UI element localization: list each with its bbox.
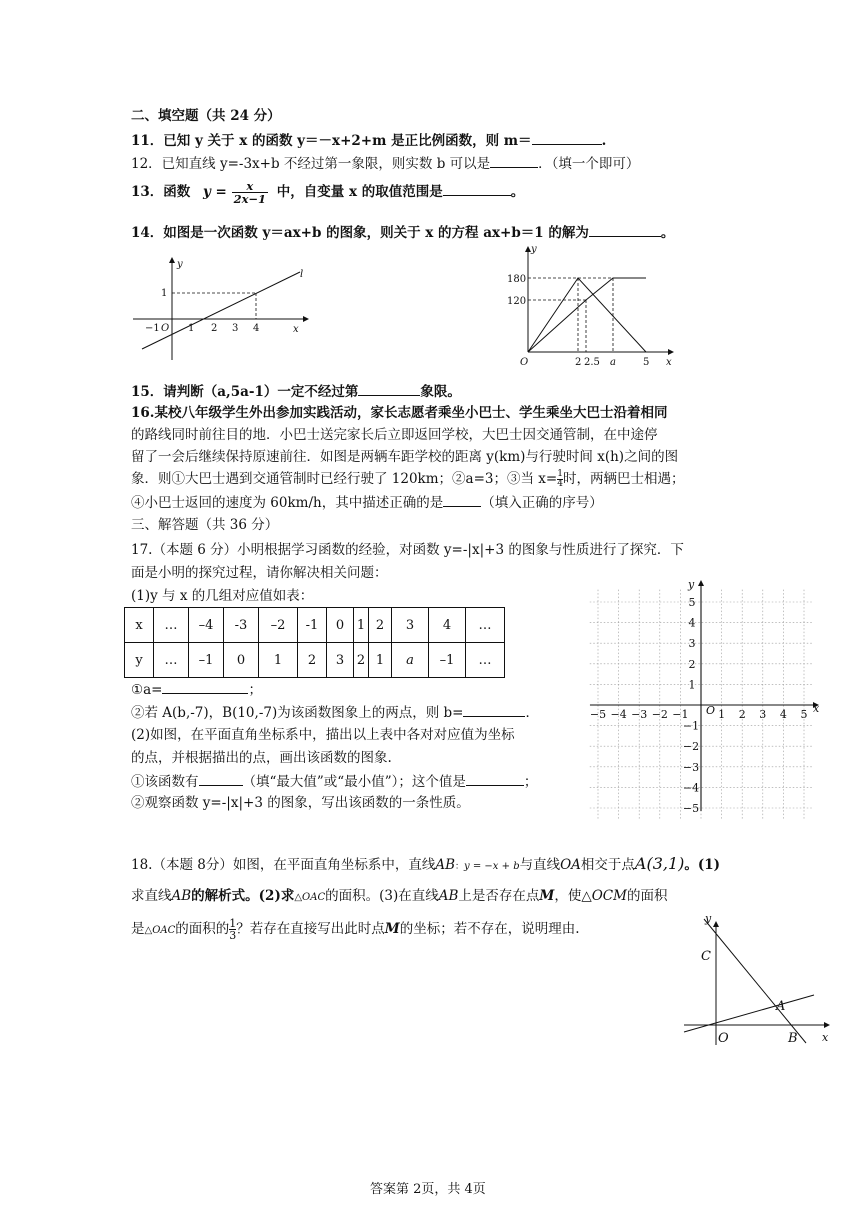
- line-oa: [684, 995, 814, 1032]
- y-tick-1: 1: [161, 288, 168, 299]
- table-cell: 2: [298, 643, 327, 678]
- question-17-part-3: (2)如图，在平面直角坐标系中，描出以上表中各对对应值为坐标: [131, 727, 515, 743]
- question-16-line-5: [131, 492, 603, 513]
- y-tick-label: 2: [688, 657, 696, 671]
- question-16-line-1: 16.某校八年级学生外出参加实践活动，家长志愿者乘坐小巴士、学生乘坐大巴士沿着相同: [131, 405, 668, 421]
- table-cell: 3: [327, 643, 354, 678]
- table-cell: 1: [369, 643, 392, 678]
- q18-text-6: 的解析式。(2)求: [191, 888, 295, 904]
- table-cell: -1: [298, 608, 327, 643]
- table-cell: –2: [259, 608, 298, 643]
- y-axis-arrow: [698, 580, 704, 586]
- table-cell: 4: [429, 608, 466, 643]
- question-13-fraction: [232, 180, 269, 205]
- x-axis-arrow: [303, 316, 309, 322]
- question-13-text: 13．函数: [131, 184, 191, 200]
- line-label: l: [300, 269, 304, 280]
- y-tick-label: −4: [682, 781, 700, 795]
- q18-triangle-oac: △OAC: [294, 892, 326, 903]
- figure-bus-distance-time: [498, 242, 678, 367]
- y-axis-arrow: [713, 921, 719, 927]
- question-15-text: 15．请判断（a,5a-1）一定不经过第: [131, 384, 359, 400]
- q18-colon: ：: [455, 862, 465, 872]
- question-14-text: 14．如图是一次函数 y＝ax+b 的图象，则关于 x 的方程 ax+b＝1 的解为: [131, 225, 589, 241]
- coordinate-grid[interactable]: [585, 578, 830, 814]
- question-15: [131, 381, 461, 402]
- point-a-label: A: [776, 999, 786, 1014]
- y-axis-label: y: [177, 259, 183, 270]
- question-13-text-2: 中，自变量 x 的取值范围是: [276, 184, 443, 200]
- y-tick-label: −3: [682, 760, 700, 774]
- q18-text-3: 相交于点: [580, 857, 635, 873]
- x-tick-label: −3: [631, 708, 648, 721]
- origin-label: O: [520, 357, 529, 368]
- answer-blank-13[interactable]: [443, 181, 511, 196]
- table-cell: –1: [429, 643, 466, 678]
- question-17-part-4: 的点，并根据描出的点，画出该函数的图象.: [131, 750, 392, 766]
- question-17-part-1: [131, 679, 262, 700]
- y-tick-180: 180: [507, 274, 527, 285]
- part-5-end: ；: [523, 774, 538, 790]
- fraction-denominator: 2x−1: [233, 192, 267, 206]
- table-cell: 0: [327, 608, 354, 643]
- q18-symbol-ab-3: AB: [438, 888, 459, 904]
- answer-blank-15[interactable]: [358, 381, 420, 396]
- line-ab: [704, 919, 806, 1043]
- question-15-end: 象限。: [420, 384, 461, 400]
- fraction-numerator: x: [232, 180, 269, 193]
- question-18-line-1: [131, 852, 720, 879]
- x-tick-label: −1: [672, 708, 689, 721]
- fraction-denominator: 4: [557, 479, 563, 489]
- y-tick-label: 3: [688, 637, 696, 651]
- x-tick-label: −2: [651, 708, 668, 721]
- x-axis-label: x: [813, 702, 820, 715]
- x-tick-2-5: 2.5: [584, 357, 600, 368]
- y-axis-label: y: [705, 912, 712, 925]
- x-tick-label: 5: [800, 708, 808, 721]
- y-axis-label: y: [531, 244, 537, 255]
- question-13: [131, 178, 524, 206]
- question-14: [131, 222, 674, 243]
- table-cell: a: [392, 643, 429, 678]
- answer-blank-12[interactable]: [490, 153, 538, 168]
- question-17-line-3: (1)y 与 x 的几组对应值如表：: [131, 588, 314, 604]
- q18-text-14: 的坐标；若不存在，说明理由.: [399, 921, 580, 937]
- q18-text-8: 上是否存在点: [458, 888, 540, 904]
- question-16-line-5-text: ④小巴士返回的速度为 60km/h，其中描述正确的是: [131, 495, 444, 511]
- y-tick-label: 1: [688, 678, 696, 692]
- question-17-part-6: ②观察函数 y=-|x|+3 的图象，写出该函数的一条性质。: [131, 795, 470, 811]
- table-cell: 2: [354, 643, 369, 678]
- question-12-end: ．（填一个即可）: [538, 156, 640, 172]
- x-tick-label: 3: [759, 708, 767, 721]
- y-tick-label: −5: [682, 802, 700, 815]
- table-cell: -3: [224, 608, 259, 643]
- x-tick-2: 2: [211, 323, 218, 334]
- small-bus-line: [528, 278, 646, 352]
- q18-triangle-ocm: △OCM: [581, 888, 627, 904]
- question-11-text: 11．已知 y 关于 x 的函数 y＝－x+2+m 是正比例函数，则 m＝: [131, 133, 532, 149]
- question-13-end: 。: [510, 184, 525, 200]
- y-tick-label: −1: [682, 719, 700, 733]
- answer-blank-16[interactable]: [443, 492, 481, 507]
- table-row-x: [125, 608, 505, 643]
- q18-triangle-oac-2: △OAC: [144, 925, 176, 936]
- q18-text-12: 的面积的: [175, 921, 230, 937]
- table-row-y: [125, 643, 505, 678]
- x-tick-label: −4: [610, 708, 627, 721]
- fraction-denominator: 3: [229, 929, 237, 942]
- q18-text-7: 的面积。(3)在直线: [325, 888, 439, 904]
- q18-point-m: M: [539, 888, 555, 904]
- q18-point-m-2: M: [384, 921, 400, 937]
- origin-label: O: [718, 1031, 729, 1046]
- large-bus-line: [528, 278, 646, 352]
- answer-blank-14[interactable]: [589, 222, 661, 237]
- q18-text-11: 是: [131, 921, 145, 937]
- question-17-part-5: [131, 771, 537, 792]
- question-16-line-4: [131, 469, 684, 489]
- question-17-part-2: [131, 702, 539, 723]
- figure-linear-function: [128, 255, 318, 365]
- origin-label: O: [706, 704, 716, 717]
- table-cell: …: [154, 608, 189, 643]
- question-16-line-2: 的路线同时前往目的地．小巴士送完家长后立即返回学校，大巴士因交通管制，在中途停: [131, 427, 658, 443]
- table-cell: 3: [392, 608, 429, 643]
- table-cell: …: [466, 643, 505, 678]
- question-18-line-3: [131, 916, 580, 944]
- table-cell: x: [125, 608, 154, 643]
- answer-blank-17a[interactable]: [162, 679, 248, 694]
- figure-q18-triangle: [684, 912, 834, 1050]
- question-11-end: .: [601, 133, 607, 149]
- point-b-label: B: [788, 1031, 798, 1046]
- x-tick-a: a: [610, 357, 616, 368]
- q18-symbol-ab-2: AB: [171, 888, 192, 904]
- x-axis-label: x: [822, 1031, 829, 1044]
- y-tick-label: 5: [688, 596, 696, 609]
- x-axis-label: x: [666, 357, 672, 368]
- x-tick-neg1: −1: [145, 323, 160, 334]
- origin-label: O: [161, 323, 170, 334]
- q18-text-5: 求直线: [131, 888, 172, 904]
- question-12-text: 12．已知直线 y=-3x+b 不经过第一象限，则实数 b 可以是: [131, 156, 491, 172]
- x-axis-arrow: [668, 349, 674, 355]
- table-cell: –1: [189, 643, 224, 678]
- part-1-end: ；: [248, 682, 262, 698]
- y-tick-label: 4: [688, 616, 696, 630]
- section-title-fill-in: 二、填空题（共 24 分）: [131, 108, 281, 124]
- line-l: [142, 272, 300, 349]
- x-tick-label: 4: [779, 708, 787, 721]
- y-tick-120: 120: [507, 296, 527, 307]
- table-cell: y: [125, 643, 154, 678]
- question-17-line-2: 面是小明的探究过程，请你解决相关问题：: [131, 565, 388, 581]
- x-tick-4: 4: [253, 323, 260, 334]
- q18-equation: y = −x + b: [464, 861, 520, 872]
- x-axis-label: x: [293, 324, 299, 335]
- page-footer: 答案第 2页，共 4页: [370, 1182, 486, 1197]
- x-tick-1: 1: [188, 323, 195, 334]
- question-16-line-3: 留了一会后继续保持原速前往．如图是两辆车距学校的距离 y(km)与行驶时间 x(h)之间的图: [131, 449, 679, 465]
- q18-text: 18.（本题 8分）如图，在平面直角坐标系中，直线: [131, 857, 436, 873]
- fraction-numerator: 1: [557, 469, 563, 479]
- answer-blank-17c[interactable]: [199, 771, 243, 786]
- question-13-function: y =: [203, 184, 227, 200]
- x-tick-label: 1: [718, 708, 726, 721]
- part-5-text-2: （填“最大值”或“最小值”）；这个值是: [242, 774, 466, 790]
- x-tick-3: 3: [232, 323, 239, 334]
- q18-text-13: ？若存在直接写出此时点: [236, 921, 385, 937]
- question-16-line-4-end: 时，两辆巴士相遇；: [562, 471, 685, 487]
- y-axis-label: y: [688, 578, 695, 591]
- question-16-line-4-text: 象．则①大巴士遇到交通管制时已经行驶了 120km；②a=3；③当 x=: [131, 471, 558, 487]
- q18-text-4: 。(1): [684, 857, 721, 873]
- table-cell: …: [466, 608, 505, 643]
- x-tick-5: 5: [643, 357, 650, 368]
- table-cell: 2: [369, 608, 392, 643]
- q18-symbol-oa: OA: [560, 857, 581, 873]
- question-17-line-1: 17.（本题 6 分）小明根据学习函数的经验，对函数 y=-|x|+3 的图象与性质进行了探究．下: [131, 542, 684, 558]
- part-2-end: ．: [525, 705, 539, 721]
- section-title-answers: 三、解答题（共 36 分）: [131, 517, 279, 533]
- x-tick-label: −5: [589, 708, 607, 721]
- part-1-text: ①a=: [131, 682, 163, 698]
- point-c-label: C: [701, 949, 711, 964]
- value-table: [124, 607, 505, 678]
- part-2-text: ②若 A(b,-7)，B(10,-7)为该函数图象上的两点，则 b=: [131, 705, 464, 721]
- table-cell: 1: [354, 608, 369, 643]
- answer-blank-11[interactable]: [532, 130, 602, 145]
- answer-blank-17b[interactable]: [463, 702, 525, 717]
- part-5-text: ①该函数有: [131, 774, 199, 790]
- answer-blank-17d[interactable]: [466, 771, 524, 786]
- question-16-line-5-end: （填入正确的序号）: [481, 495, 603, 511]
- q18-symbol-ab: AB: [435, 857, 456, 873]
- x-axis-arrow: [824, 1022, 830, 1028]
- table-cell: 1: [259, 643, 298, 678]
- table-cell: 0: [224, 643, 259, 678]
- table-cell: …: [154, 643, 189, 678]
- question-18-line-2: [131, 884, 667, 910]
- question-12: [131, 153, 639, 174]
- q18-text-9: ，使: [554, 888, 582, 904]
- fraction-numerator: 1: [229, 917, 237, 930]
- question-11: [131, 130, 606, 151]
- table-cell: –4: [189, 608, 224, 643]
- x-tick-label: 2: [738, 708, 746, 721]
- q18-text-10: 的面积: [626, 888, 668, 904]
- x-tick-2: 2: [575, 357, 582, 368]
- question-14-end: 。: [660, 225, 675, 241]
- y-axis-arrow: [169, 257, 175, 263]
- q18-text-2: 与直线: [519, 857, 561, 873]
- y-tick-label: −2: [682, 740, 700, 754]
- q18-point-a: A(3,1): [634, 854, 685, 873]
